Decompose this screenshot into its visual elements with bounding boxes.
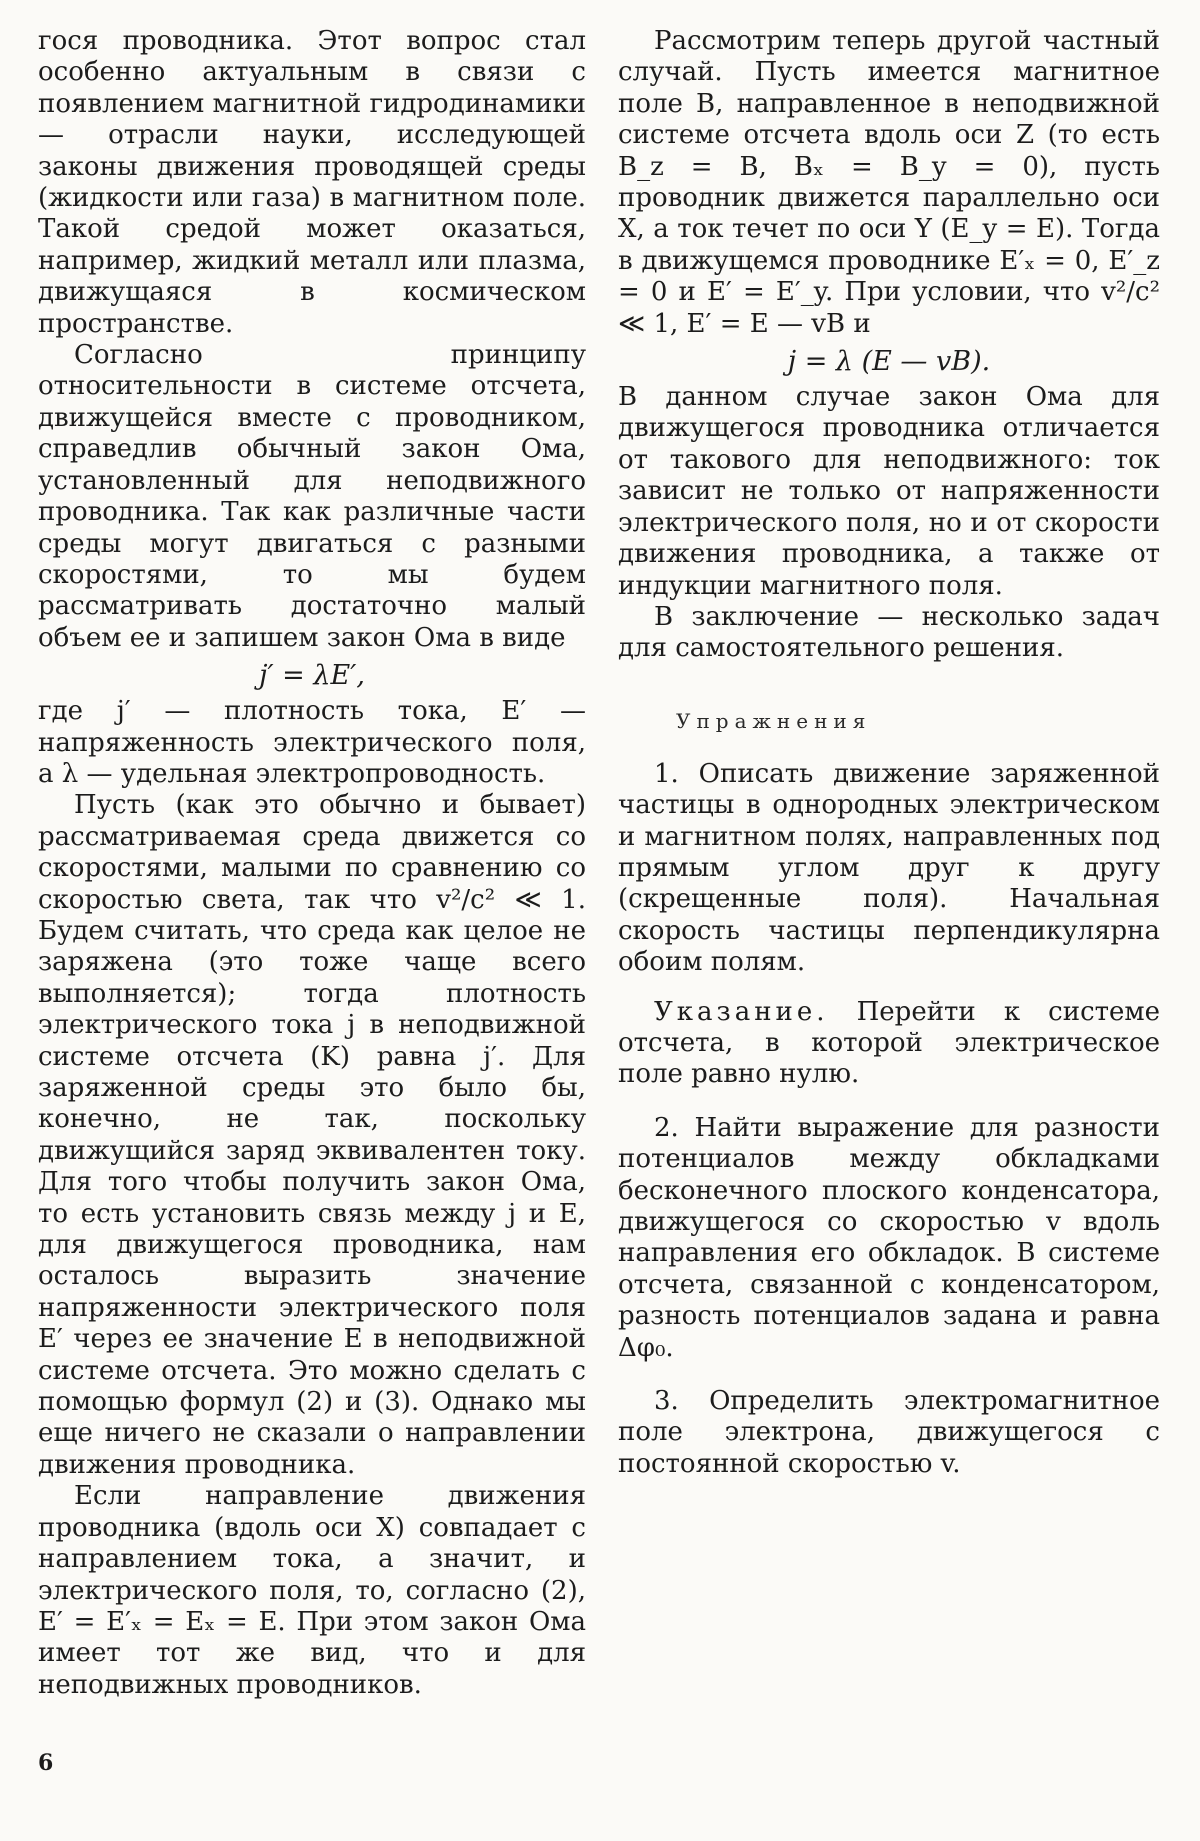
paragraph: Рассмотрим теперь другой частный случай. Пусть имеется магнитное поле B, направленное в неподвижной системе отсчета вдоль оси Z (то есть B_z = B, Bₓ = B_y = 0), пусть проводник движется параллельно оси X, а ток течет по оси Y (E_y = E). Тогда в движущемся проводнике E′ₓ = 0, E′_z = 0 и E′ = E′_y. При условии, что v²/c² ≪ 1, E′ = E — vB и: [618, 26, 1160, 339]
paragraph: Согласно принципу относительности в системе отсчета, движущейся вместе с проводником, справедлив обычный закон Ома, установленный для неподвижного проводника. Так как различные части среды могут двигаться с разными скоростями, то мы будем рассматривать достаточно малый объем ее и запишем закон Ома в виде: [38, 340, 586, 653]
exercise-item: 3. Определить электромагнитное поле электрона, движущегося с постоянной скоростью v.: [618, 1386, 1160, 1479]
paragraph: В данном случае закон Ома для движущегося проводника отличается от такового для неподвижного: ток зависит не только от напряженности электрического поля, но и от скорости движения проводника, а также от индукции магнитного поля.: [618, 382, 1160, 601]
left-column: [38, 26, 586, 1701]
paragraph: В заключение — несколько задач для самостоятельного решения.: [618, 601, 1160, 664]
hint-text: Перейти к системе отсчета, в которой электрическое поле равно нулю.: [618, 996, 1161, 1090]
paragraph: Если направление движения проводника (вдоль оси X) совпадает с направлением тока, а значит, и электрического поля, то, согласно (2), E′ = E′ₓ = Eₓ = E. При этом закон Ома имеет тот же вид, что и для неподвижных проводников.: [38, 1481, 586, 1700]
paragraph: Пусть (как это обычно и бывает) рассматриваемая среда движется со скоростями, малыми по сравнению со скоростью света, так что v²/c² ≪ 1. Будем считать, что среда как целое не заряжена (это тоже чаще всего выполняется); тогда плотность электрического тока j в неподвижной системе отсчета (K) равна j′. Для заряженной среды это было бы, конечно, не так, поскольку движущийся заряд эквивалентен току. Для того чтобы получить закон Ома, то есть установить связь между j и E, для движущегося проводника, нам осталось выразить значение напряженности электрического поля E′ через ее значение E в неподвижной системе отсчета. Это можно сделать с помощью формул (2) и (3). Однако мы еще ничего не сказали о направлении движения проводника.: [38, 790, 586, 1480]
paragraph: гося проводника. Этот вопрос стал особенно актуальным в связи с появлением магнитной гидродинамики— отрасли науки, исследующей законы движения проводящей среды (жидкости или газа) в магнитном поле. Такой средой может оказаться, например, жидкий металл или плазма, движущаяся в космическом пространстве.: [38, 26, 586, 339]
paragraph: где j′ — плотность тока, E′ — напряженность электрического поля, а λ — удельная электропроводность.: [38, 696, 586, 789]
exercises-heading: Упражнения: [676, 708, 872, 733]
exercise-hint: [618, 997, 1160, 1091]
right-column: [618, 26, 1160, 1480]
exercise-item: 2. Найти выражение для разности потенциалов между обкладками бесконечного плоского конденсатора, движущегося со скоростью v вдоль направления его обкладок. В системе отсчета, связанной с конденсатором, разность потенциалов задана и равна Δφ₀.: [618, 1112, 1160, 1363]
exercise-item: 1. Описать движение заряженной частицы в однородных электрическом и магнитном полях, направленных под прямым углом друг к другу (скрещенные поля). Начальная скорость частицы перпендикулярна обоим полям.: [618, 758, 1160, 978]
hint-label: Указание.: [654, 996, 829, 1027]
formula-ohm-law-moving: j′ = λE′,: [259, 660, 365, 692]
page-number: 6: [38, 1750, 54, 1776]
formula-ohm-law-magnetic: j = λ (E — vB).: [787, 346, 991, 378]
